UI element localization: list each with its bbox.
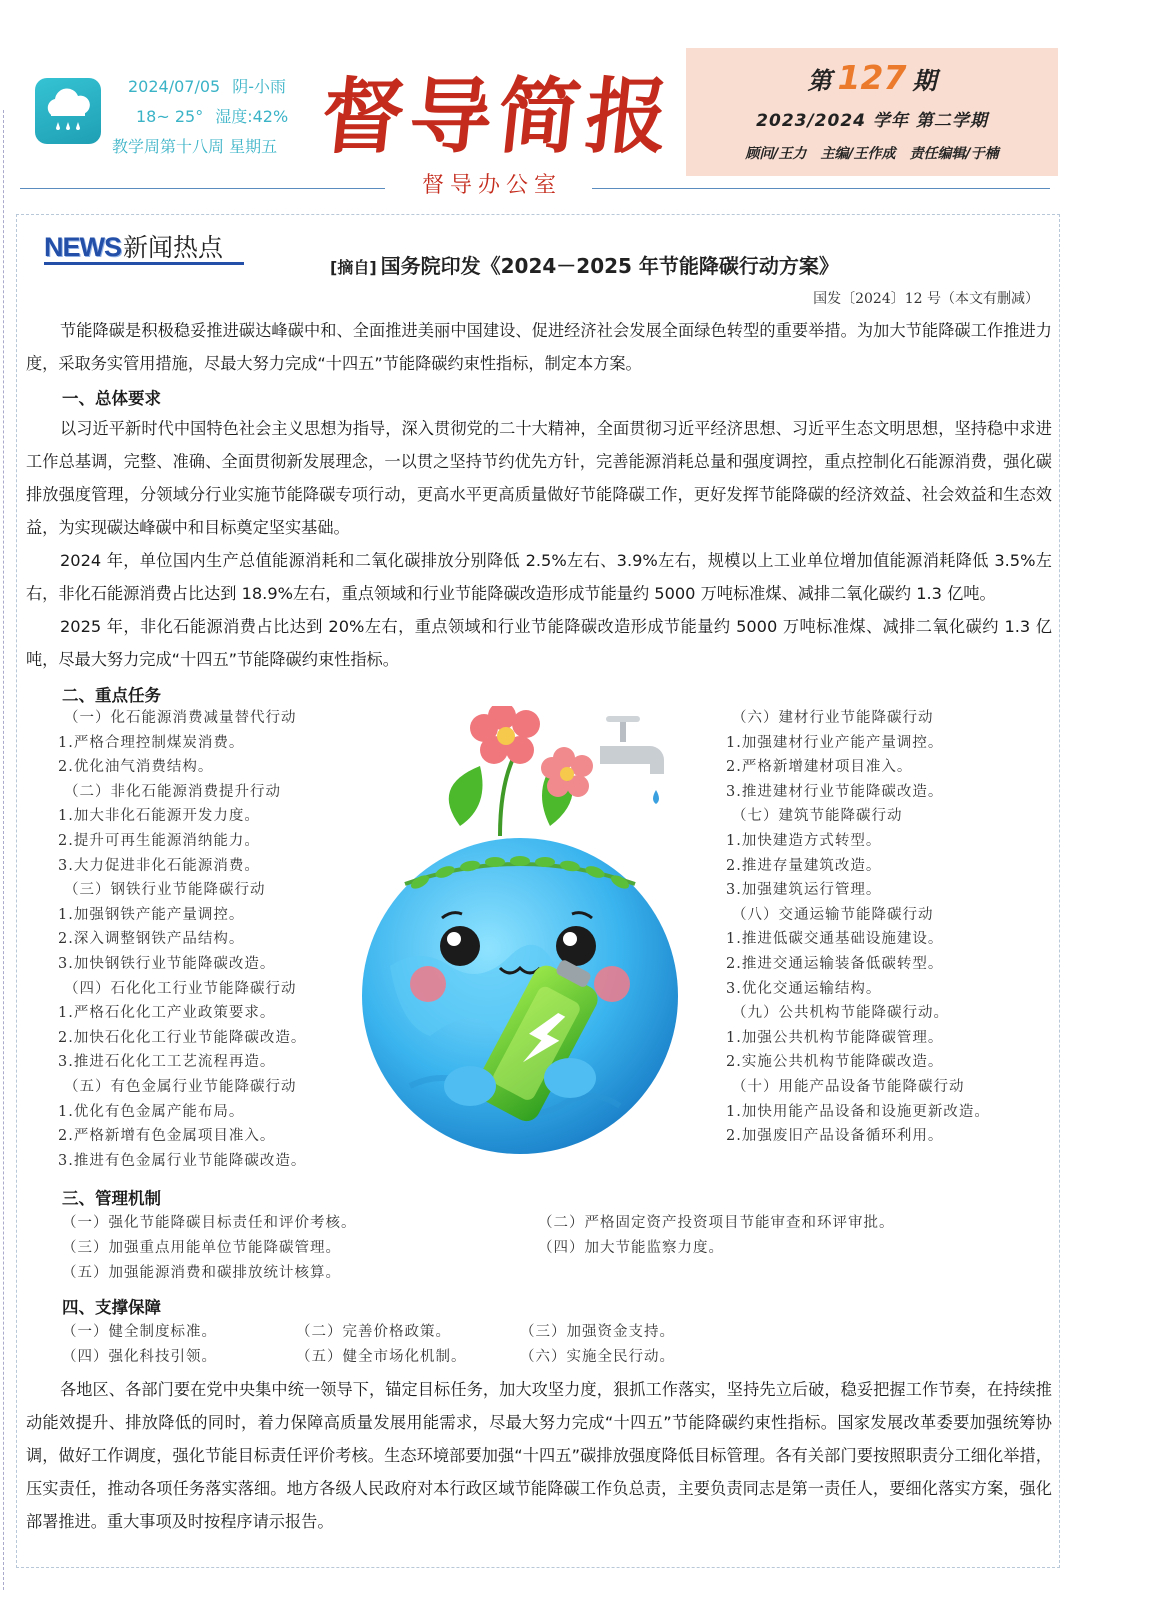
mechanism-item-3: （三）加强重点用能单位节能降碳管理。	[62, 1240, 341, 1256]
intro-paragraph: 节能降碳是积极稳妥推进碳达峰碳中和、全面推进美丽中国建设、促进经济社会发展全面绿色转型的重要举措。为加大节能降碳工作推进力度，采取务实管用措施，尽最大努力完成“十四五”节能降碳约束性指标，制定本方案。	[26, 321, 1052, 373]
key-task-subheading: （六）建材行业节能降碳行动	[732, 710, 934, 726]
mechanism-item-1: （一）强化节能降碳目标责任和评价考核。	[62, 1215, 357, 1231]
section-1-paragraph-3: 2025 年，非化石能源消费占比达到 20%左右，重点领域和行业节能降碳改造形成节能量约 5000 万吨标准煤、减排二氧化碳约 1.3 亿吨，尽最大努力完成“十四五”节能降碳约束性指标。	[26, 617, 1052, 669]
week-info-text: 教学周第十八周 星期五	[112, 137, 278, 156]
news-hot-tag	[44, 228, 246, 268]
mechanism-item-4: （四）加大节能监察力度。	[538, 1240, 724, 1256]
weather-text: 阴-小雨	[232, 77, 286, 96]
key-task-item: 2.加强废旧产品设备循环利用。	[726, 1128, 944, 1145]
key-task-item: 3.大力促进非化石能源消费。	[58, 857, 260, 874]
key-task-item: 1.加大非化石能源开发力度。	[58, 808, 260, 825]
support-item-2: （二）完善价格政策。	[296, 1324, 451, 1340]
key-task-subheading: （七）建筑节能降碳行动	[732, 808, 903, 825]
key-task-item: 3.加快钢铁行业节能降碳改造。	[58, 955, 276, 972]
support-item-6: （六）实施全民行动。	[520, 1349, 675, 1365]
key-task-item: 3.推进有色金属行业节能降碳改造。	[58, 1152, 307, 1169]
left-margin-guide	[3, 110, 4, 1590]
key-task-item: 2.实施公共机构节能降碳改造。	[726, 1054, 944, 1071]
news-label-cn: 新闻热点	[123, 233, 224, 262]
responsible-editor: 责任编辑/于楠	[909, 146, 999, 162]
key-task-item: 2.严格新增有色金属项目准入。	[58, 1128, 276, 1145]
news-tag-underline	[44, 262, 244, 265]
key-task-item: 1.优化有色金属产能布局。	[58, 1103, 245, 1120]
academic-term: 2023/2024 学年 第二学期	[756, 111, 988, 131]
key-task-item: 2.推进交通运输装备低碳转型。	[726, 955, 944, 972]
key-task-item: 2.深入调整钢铁产品结构。	[58, 931, 245, 948]
key-task-item: 3.加强建筑运行管理。	[726, 882, 882, 899]
article-title-text: 国务院印发《2024－2025 年节能降碳行动方案》	[380, 254, 839, 278]
support-item-4: （四）强化科技引领。	[62, 1349, 217, 1365]
mechanism-item-2: （二）严格固定资产投资项目节能审查和环评审批。	[538, 1215, 895, 1231]
key-task-item: 2.严格新增建材项目准入。	[726, 759, 913, 776]
key-task-subheading: （八）交通运输节能降碳行动	[732, 906, 934, 923]
masthead-title: 督导简报	[316, 69, 680, 165]
editor-in-chief: 主编/王作成	[820, 146, 896, 162]
issue-prefix: 第	[807, 67, 832, 95]
key-task-item: 1.严格石化化工产业政策要求。	[58, 1005, 276, 1022]
key-tasks-right-list	[726, 706, 990, 1149]
key-task-item: 3.优化交通运输结构。	[726, 980, 882, 997]
header-rule-right	[592, 188, 1050, 189]
document-number: 国发〔2024〕12 号（本文有删减）	[813, 291, 1039, 307]
article-title	[330, 250, 1030, 279]
key-task-item: 3.推进建材行业节能降碳改造。	[726, 783, 944, 800]
advisor: 顾问/王力	[745, 146, 807, 162]
key-task-item: 1.推进低碳交通基础设施建设。	[726, 931, 944, 948]
key-task-item: 1.严格合理控制煤炭消费。	[58, 734, 245, 751]
support-item-1: （一）健全制度标准。	[62, 1324, 217, 1340]
key-task-item: 1.加快用能产品设备和设施更新改造。	[726, 1103, 990, 1120]
temperature-text: 18~ 25°	[136, 107, 204, 126]
key-task-item: 2.推进存量建筑改造。	[726, 857, 882, 874]
key-task-item: 2.优化油气消费结构。	[58, 759, 214, 776]
issue-number-line	[686, 58, 1058, 97]
section-1-paragraph-2: 2024 年，单位国内生产总值能源消耗和二氧化碳排放分别降低 2.5%左右、3.9%左右，规模以上工业单位增加值能源消耗降低 3.5%左右，非化石能源消费占比达到 18.9%左右，重点领域和行业节能降碳改造形成节能量约 5000 万吨标准煤、减排二氧化碳约 1.3 亿吨。	[26, 551, 1052, 603]
earth-mascot-with-battery-illustration	[350, 706, 690, 1156]
weather-info	[112, 72, 312, 162]
key-task-subheading: （一）化石能源消费减量替代行动	[64, 710, 297, 726]
key-task-subheading: （十）用能产品设备节能降碳行动	[732, 1078, 965, 1095]
key-task-item: 1.加快建造方式转型。	[726, 832, 882, 849]
office-name: 督导办公室	[421, 173, 562, 198]
key-task-item: 1.加强建材行业产能产量调控。	[726, 734, 944, 751]
section-1-paragraph-1: 以习近平新时代中国特色社会主义思想为指导，深入贯彻党的二十大精神，全面贯彻习近平经济思想、习近平生态文明思想，坚持稳中求进工作总基调，完整、准确、全面贯彻新发展理念，一以贯之坚持节约优先方针，完善能源消耗总量和强度调控，重点控制化石能源消费，强化碳排放强度管理，分领域分行业实施节能降碳专项行动，更高水平更高质量做好节能降碳工作，更好发挥节能降碳的经济效益、社会效益和生态效益，为实现碳达峰碳中和目标奠定坚实基础。	[26, 419, 1052, 537]
newsletter-header	[0, 0, 1159, 215]
section-2-title: 二、重点任务	[62, 686, 161, 705]
key-task-item: 3.推进石化化工工艺流程再造。	[58, 1054, 276, 1071]
date-text: 2024/07/05	[128, 77, 221, 96]
closing-paragraph: 各地区、各部门要在党中央集中统一领导下，锚定目标任务，加大攻坚力度，狠抓工作落实，坚持先立后破，稳妥把握工作节奏，在持续推动能效提升、排放降低的同时，着力保障高质量发展用能需求，尽最大努力完成“十四五”节能降碳约束性指标。国家发展改革委要加强统筹协调，做好工作调度，强化节能目标责任评价考核。生态环境部要加强“十四五”碳排放强度降低目标管理。各有关部门要按照职责分工细化举措，压实责任，推动各项任务落实落细。地方各级人民政府对本行政区域节能降碳工作负总责，主要负责同志是第一责任人，要细化落实方案，强化部署推进。重大事项及时按程序请示报告。	[26, 1380, 1052, 1531]
issue-info-box	[686, 48, 1058, 176]
support-item-5: （五）健全市场化机制。	[296, 1349, 467, 1365]
key-task-subheading: （三）钢铁行业节能降碳行动	[64, 882, 266, 899]
section-1-title: 一、总体要求	[62, 389, 161, 408]
source-tag: [摘自]	[330, 258, 377, 277]
key-task-item: 1.加强公共机构节能降碳管理。	[726, 1029, 944, 1046]
key-task-item: 1.加强钢铁产能产量调控。	[58, 906, 245, 923]
editorial-staff	[686, 143, 1058, 163]
rain-cloud-icon	[35, 78, 101, 144]
key-task-item: 2.提升可再生能源消纳能力。	[58, 832, 260, 849]
key-task-subheading: （二）非化石能源消费提升行动	[64, 783, 281, 800]
header-rule-left	[20, 188, 385, 189]
section-4-title: 四、支撑保障	[62, 1298, 161, 1317]
news-label-en: NEWS	[44, 232, 121, 262]
section-3-title: 三、管理机制	[62, 1189, 161, 1208]
issue-number: 127	[837, 58, 907, 97]
support-item-3: （三）加强资金支持。	[520, 1324, 675, 1340]
mechanism-item-5: （五）加强能源消费和碳排放统计核算。	[62, 1265, 341, 1281]
issue-suffix: 期	[912, 67, 937, 95]
key-tasks-left-list	[58, 706, 306, 1173]
key-task-subheading: （四）石化化工行业节能降碳行动	[64, 980, 297, 997]
key-task-subheading: （九）公共机构节能降碳行动。	[732, 1005, 949, 1022]
humidity-text: 湿度:42%	[215, 107, 289, 126]
key-task-item: 2.加快石化化工行业节能降碳改造。	[58, 1029, 307, 1046]
key-task-subheading: （五）有色金属行业节能降碳行动	[64, 1078, 297, 1095]
